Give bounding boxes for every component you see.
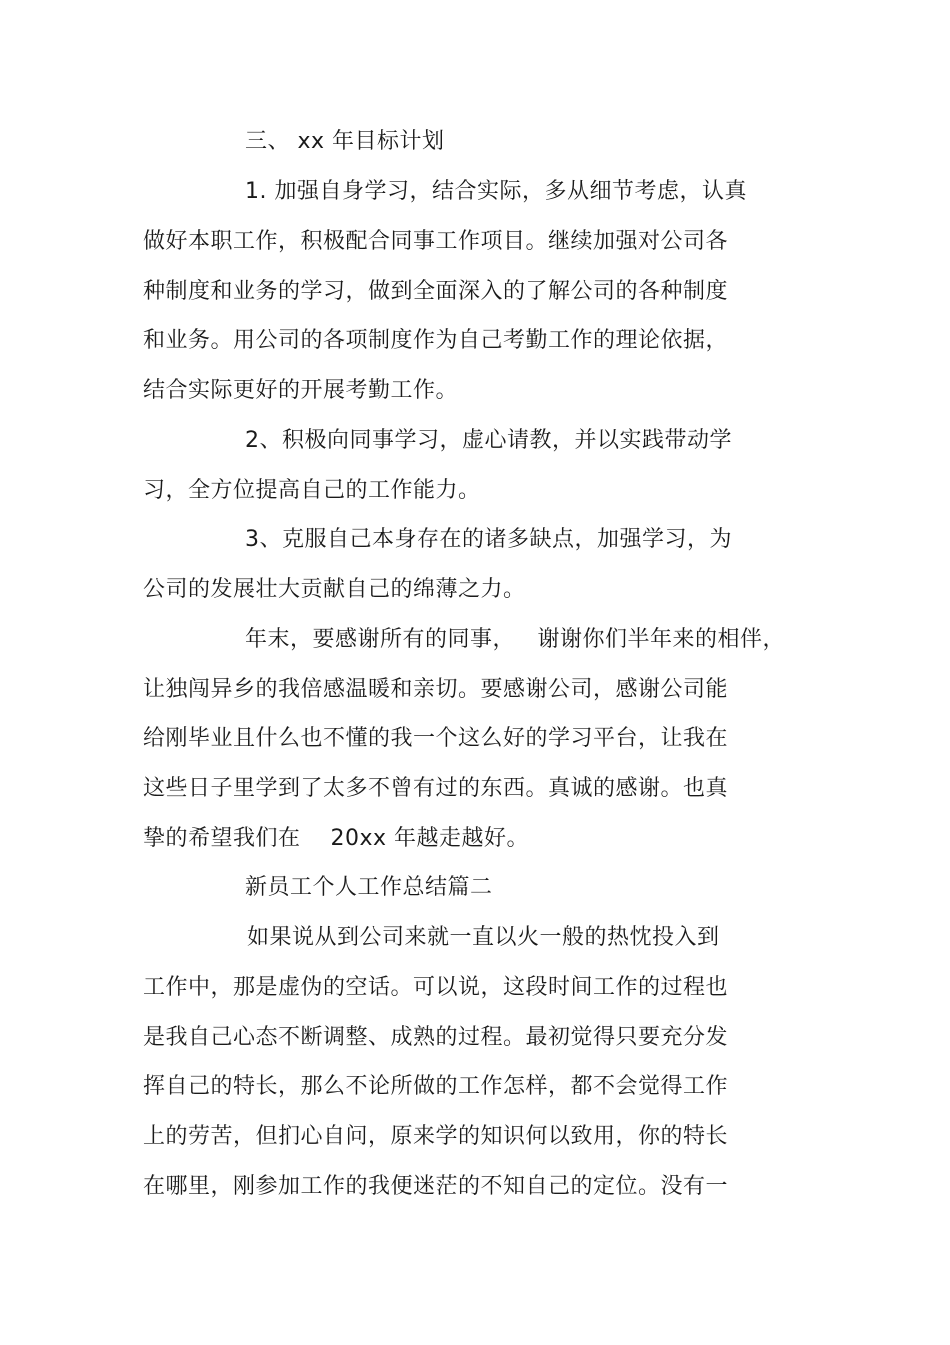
section-heading: 新员工个人工作总结篇二 [245,875,493,900]
paragraph-line: 挚的希望我们在 20xx 年越走越好。 [143,826,529,851]
paragraph-line: 种制度和业务的学习，做到全面深入的了解公司的各种制度 [143,279,729,304]
paragraph-line: 在哪里，刚参加工作的我便迷茫的不知自己的定位。没有一 [143,1174,729,1199]
paragraph-line: 工作中，那是虚伪的空话。可以说，这段时间工作的过程也 [143,975,729,1000]
paragraph-line: 1. 加强自身学习，结合实际，多从细节考虑，认真 [245,179,747,204]
paragraph-line: 2、积极向同事学习，虚心请教，并以实践带动学 [245,428,732,453]
paragraph-line: 让独闯异乡的我倍感温暖和亲切。要感谢公司，感谢公司能 [143,677,729,702]
paragraph-line: 和业务。用公司的各项制度作为自己考勤工作的理论依据， [143,328,729,353]
paragraph-line: 上的劳苦，但扪心自问，原来学的知识何以致用，你的特长 [143,1124,729,1149]
paragraph-line: 给刚毕业且什么也不懂的我一个这么好的学习平台，让我在 [143,726,729,751]
paragraph-line: 公司的发展壮大贡献自己的绵薄之力。 [143,577,526,602]
paragraph-line: 做好本职工作，积极配合同事工作项目。继续加强对公司各 [143,229,729,254]
paragraph-line: 挥自己的特长，那么不论所做的工作怎样，都不会觉得工作 [143,1074,729,1099]
paragraph-line: 这些日子里学到了太多不曾有过的东西。真诚的感谢。也真 [143,776,729,801]
paragraph-line: 结合实际更好的开展考勤工作。 [143,378,459,403]
paragraph-line: 如果说从到公司来就一直以火一般的热忱投入到 [247,925,720,950]
paragraph-line: 习，全方位提高自己的工作能力。 [143,478,481,503]
section-heading: 三、 xx 年目标计划 [245,129,445,154]
paragraph-line: 年末，要感谢所有的同事， 谢谢你们半年来的相伴， [245,627,785,652]
paragraph-line: 3、克服自己本身存在的诸多缺点，加强学习，为 [245,527,732,552]
paragraph-line: 是我自己心态不断调整、成熟的过程。最初觉得只要充分发 [143,1025,729,1050]
